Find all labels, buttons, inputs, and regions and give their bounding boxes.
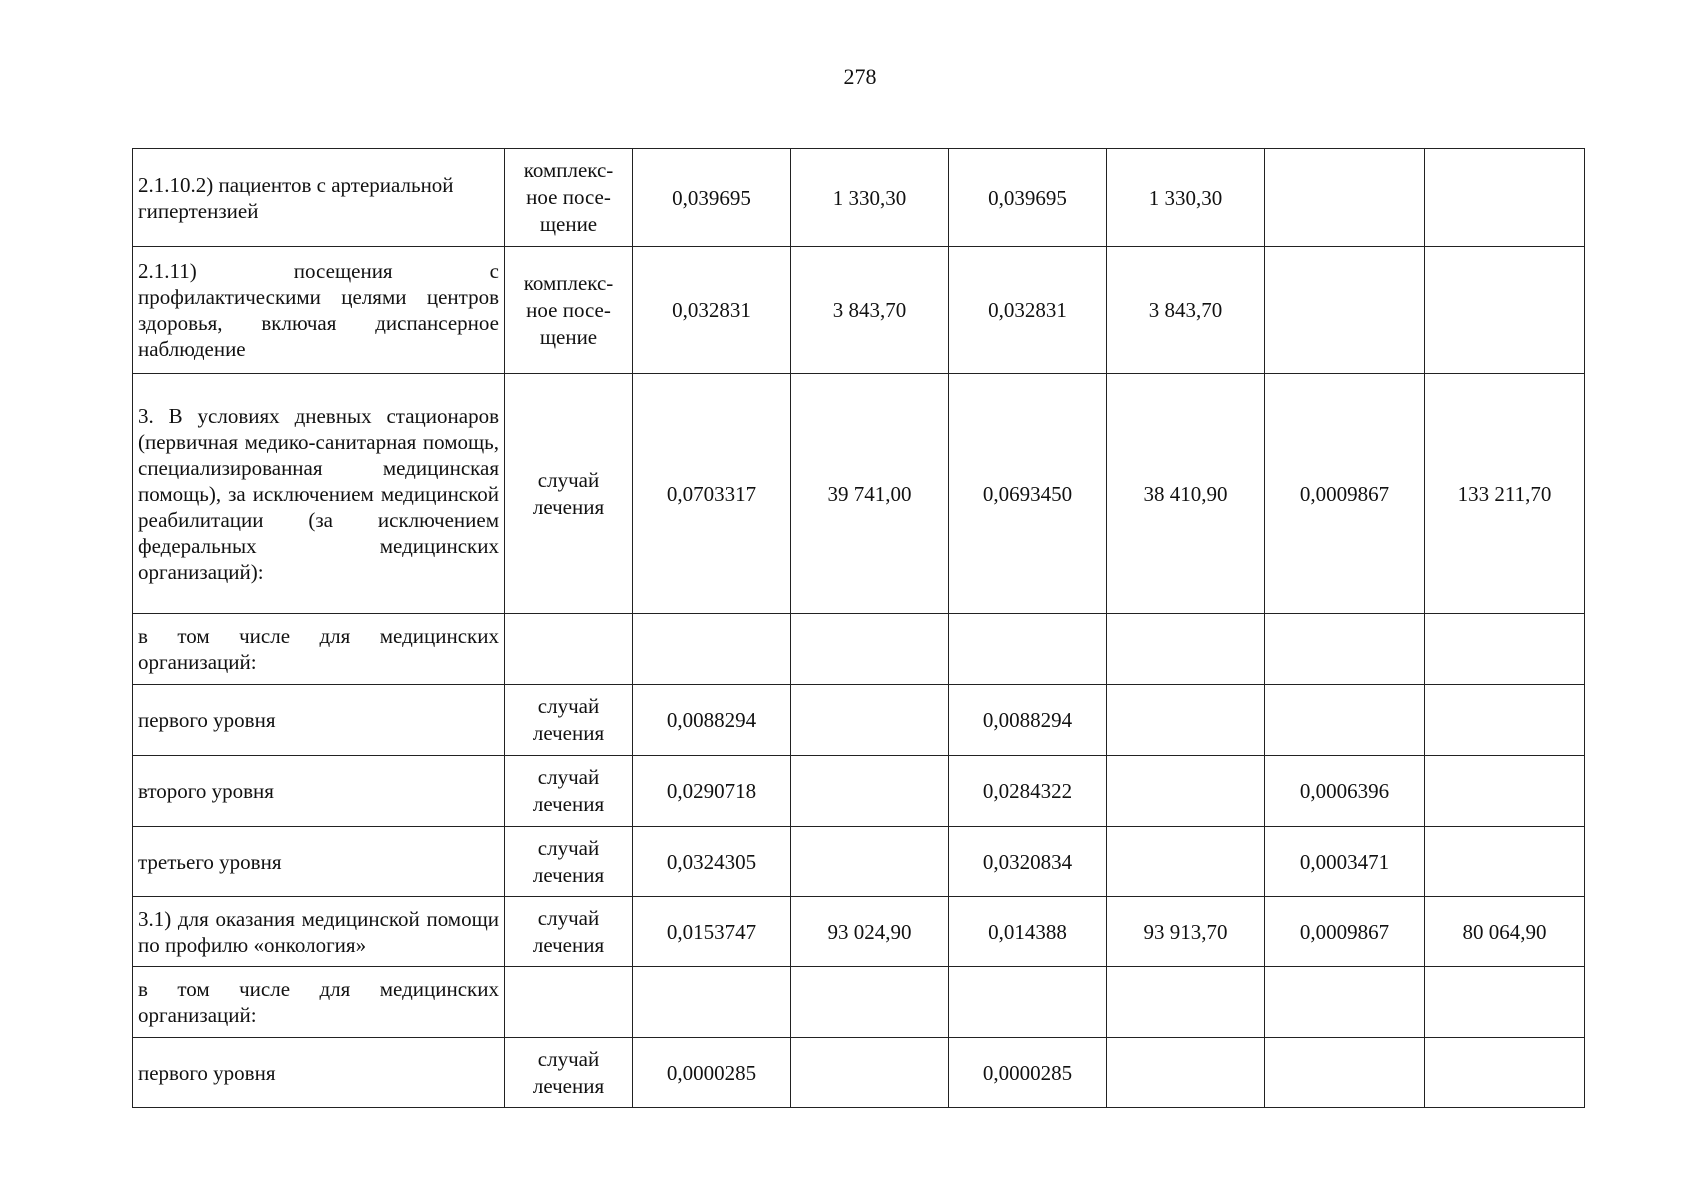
value-cell bbox=[1265, 149, 1425, 247]
table-row bbox=[133, 827, 1585, 897]
value-cell: 0,0009867 bbox=[1265, 374, 1425, 614]
table-row bbox=[133, 247, 1585, 374]
unit-cell bbox=[505, 614, 633, 685]
value-cell: 3 843,70 bbox=[1107, 247, 1265, 374]
value-cell bbox=[633, 614, 791, 685]
unit-cell: комплекс-ное посе-щение bbox=[505, 149, 633, 247]
table-row bbox=[133, 756, 1585, 827]
page-number: 278 bbox=[843, 64, 877, 89]
value-cell: 0,0088294 bbox=[949, 685, 1107, 756]
row-label: в том числе для медицинских организаций: bbox=[133, 614, 505, 685]
value-cell bbox=[633, 967, 791, 1038]
value-cell: 0,0000285 bbox=[949, 1038, 1107, 1108]
data-table bbox=[132, 148, 1585, 1108]
value-cell: 0,0693450 bbox=[949, 374, 1107, 614]
value-cell bbox=[1265, 614, 1425, 685]
value-cell: 0,0284322 bbox=[949, 756, 1107, 827]
row-label: 3.1) для оказания медицинской помощи по профилю «онкология» bbox=[133, 897, 505, 967]
row-label: 2.1.10.2) пациентов с артериальной гипертензией bbox=[133, 149, 505, 247]
value-cell bbox=[949, 967, 1107, 1038]
row-label: 3. В условиях дневных стационаров (первичная медико-санитарная помощь, специализированная медицинская помощь), за исключением медицинской реабилитации (за исключением федеральных медицинских организаций): bbox=[133, 374, 505, 614]
table-body bbox=[133, 149, 1585, 1108]
value-cell: 0,0153747 bbox=[633, 897, 791, 967]
value-cell: 0,039695 bbox=[949, 149, 1107, 247]
value-cell: 0,0006396 bbox=[1265, 756, 1425, 827]
table-row bbox=[133, 614, 1585, 685]
value-cell bbox=[1425, 247, 1585, 374]
row-label: второго уровня bbox=[133, 756, 505, 827]
value-cell: 0,0088294 bbox=[633, 685, 791, 756]
row-label: 2.1.11) посещения с профилактическими целями центров здоровья, включая диспансерное наблюдение bbox=[133, 247, 505, 374]
value-cell bbox=[1265, 1038, 1425, 1108]
value-cell: 0,0290718 bbox=[633, 756, 791, 827]
unit-cell: случай лечения bbox=[505, 1038, 633, 1108]
value-cell bbox=[1425, 967, 1585, 1038]
value-cell: 0,032831 bbox=[949, 247, 1107, 374]
value-cell: 0,039695 bbox=[633, 149, 791, 247]
value-cell bbox=[1425, 827, 1585, 897]
value-cell: 39 741,00 bbox=[791, 374, 949, 614]
value-cell bbox=[1265, 685, 1425, 756]
table-row bbox=[133, 967, 1585, 1038]
row-label: первого уровня bbox=[133, 1038, 505, 1108]
unit-cell: случай лечения bbox=[505, 756, 633, 827]
value-cell bbox=[949, 614, 1107, 685]
value-cell bbox=[791, 756, 949, 827]
value-cell: 80 064,90 bbox=[1425, 897, 1585, 967]
table-row bbox=[133, 1038, 1585, 1108]
value-cell bbox=[1425, 685, 1585, 756]
value-cell bbox=[791, 827, 949, 897]
unit-cell: случай лечения bbox=[505, 374, 633, 614]
value-cell bbox=[791, 614, 949, 685]
table-row bbox=[133, 685, 1585, 756]
unit-cell: случай лечения bbox=[505, 897, 633, 967]
table-row bbox=[133, 897, 1585, 967]
value-cell: 0,0000285 bbox=[633, 1038, 791, 1108]
row-label: третьего уровня bbox=[133, 827, 505, 897]
value-cell bbox=[1107, 685, 1265, 756]
table-row bbox=[133, 374, 1585, 614]
value-cell bbox=[1425, 614, 1585, 685]
row-label: первого уровня bbox=[133, 685, 505, 756]
value-cell: 0,0324305 bbox=[633, 827, 791, 897]
value-cell bbox=[1107, 756, 1265, 827]
value-cell bbox=[1425, 756, 1585, 827]
value-cell bbox=[1265, 247, 1425, 374]
value-cell: 93 913,70 bbox=[1107, 897, 1265, 967]
value-cell bbox=[791, 967, 949, 1038]
value-cell: 3 843,70 bbox=[791, 247, 949, 374]
table-row bbox=[133, 149, 1585, 247]
value-cell bbox=[1107, 614, 1265, 685]
value-cell: 0,0320834 bbox=[949, 827, 1107, 897]
value-cell bbox=[1425, 1038, 1585, 1108]
value-cell bbox=[1425, 149, 1585, 247]
unit-cell: случай лечения bbox=[505, 827, 633, 897]
value-cell bbox=[791, 1038, 949, 1108]
unit-cell: комплекс-ное посе-щение bbox=[505, 247, 633, 374]
value-cell bbox=[1107, 1038, 1265, 1108]
value-cell: 0,0003471 bbox=[1265, 827, 1425, 897]
value-cell: 0,0009867 bbox=[1265, 897, 1425, 967]
value-cell: 0,032831 bbox=[633, 247, 791, 374]
value-cell: 1 330,30 bbox=[1107, 149, 1265, 247]
value-cell bbox=[791, 685, 949, 756]
value-cell bbox=[1107, 967, 1265, 1038]
value-cell bbox=[1265, 967, 1425, 1038]
value-cell: 0,014388 bbox=[949, 897, 1107, 967]
unit-cell: случай лечения bbox=[505, 685, 633, 756]
value-cell bbox=[1107, 827, 1265, 897]
value-cell: 93 024,90 bbox=[791, 897, 949, 967]
value-cell: 133 211,70 bbox=[1425, 374, 1585, 614]
value-cell: 1 330,30 bbox=[791, 149, 949, 247]
value-cell: 0,0703317 bbox=[633, 374, 791, 614]
row-label: в том числе для медицинских организаций: bbox=[133, 967, 505, 1038]
value-cell: 38 410,90 bbox=[1107, 374, 1265, 614]
unit-cell bbox=[505, 967, 633, 1038]
